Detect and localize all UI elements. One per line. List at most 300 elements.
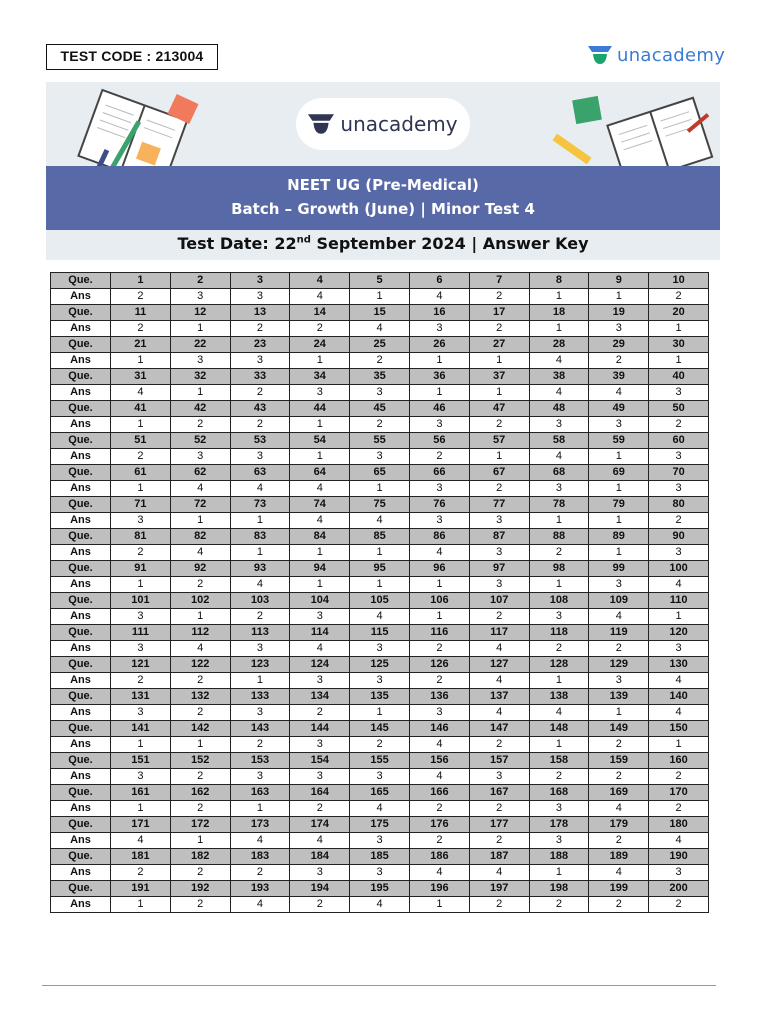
question-number-cell: 35 [350, 369, 410, 385]
answer-cell: 2 [649, 513, 709, 529]
question-number-cell: 42 [170, 401, 230, 417]
answer-row-label: Ans [51, 801, 111, 817]
answer-cell: 3 [230, 641, 290, 657]
question-number-cell: 137 [469, 689, 529, 705]
question-number-cell: 80 [649, 497, 709, 513]
answer-cell: 2 [170, 801, 230, 817]
question-number-cell: 65 [350, 465, 410, 481]
question-number-cell: 122 [170, 657, 230, 673]
answer-cell: 2 [469, 289, 529, 305]
question-number-cell: 180 [649, 817, 709, 833]
question-number-cell: 128 [529, 657, 589, 673]
question-number-cell: 200 [649, 881, 709, 897]
question-number-cell: 126 [409, 657, 469, 673]
answer-row-label: Ans [51, 897, 111, 913]
answer-cell: 4 [649, 673, 709, 689]
answer-cell: 1 [409, 353, 469, 369]
question-number-cell: 82 [170, 529, 230, 545]
question-row-label: Que. [51, 561, 111, 577]
answer-cell: 1 [111, 577, 171, 593]
question-number-cell: 5 [350, 273, 410, 289]
answer-cell: 4 [290, 481, 350, 497]
answer-cell: 1 [350, 289, 410, 305]
question-row [51, 465, 709, 481]
question-number-cell: 67 [469, 465, 529, 481]
answer-cell: 2 [111, 545, 171, 561]
answer-cell: 1 [290, 353, 350, 369]
question-number-cell: 142 [170, 721, 230, 737]
answer-cell: 2 [111, 673, 171, 689]
answer-cell: 4 [230, 577, 290, 593]
question-number-cell: 167 [469, 785, 529, 801]
answer-cell: 2 [409, 833, 469, 849]
brand-name: unacademy [617, 44, 726, 66]
question-number-cell: 62 [170, 465, 230, 481]
answer-cell: 2 [290, 897, 350, 913]
question-number-cell: 146 [409, 721, 469, 737]
question-row [51, 305, 709, 321]
answer-cell: 2 [409, 449, 469, 465]
question-number-cell: 107 [469, 593, 529, 609]
question-number-cell: 43 [230, 401, 290, 417]
question-number-cell: 164 [290, 785, 350, 801]
question-number-cell: 56 [409, 433, 469, 449]
answer-cell: 2 [290, 801, 350, 817]
answer-cell: 4 [529, 353, 589, 369]
answer-cell: 3 [409, 513, 469, 529]
answer-cell: 4 [350, 897, 410, 913]
question-number-cell: 163 [230, 785, 290, 801]
answer-cell: 3 [649, 545, 709, 561]
question-number-cell: 176 [409, 817, 469, 833]
answer-cell: 3 [529, 609, 589, 625]
answer-row [51, 385, 709, 401]
question-row-label: Que. [51, 817, 111, 833]
answer-cell: 3 [230, 353, 290, 369]
answer-cell: 1 [350, 545, 410, 561]
answer-cell: 2 [469, 321, 529, 337]
question-number-cell: 120 [649, 625, 709, 641]
question-number-cell: 117 [469, 625, 529, 641]
answer-cell: 3 [290, 673, 350, 689]
question-number-cell: 131 [111, 689, 171, 705]
answer-cell: 4 [589, 801, 649, 817]
answer-cell: 1 [529, 289, 589, 305]
answer-row-label: Ans [51, 673, 111, 689]
question-number-cell: 97 [469, 561, 529, 577]
answer-cell: 2 [649, 801, 709, 817]
answer-cell: 2 [469, 801, 529, 817]
answer-cell: 2 [589, 737, 649, 753]
answer-row-label: Ans [51, 769, 111, 785]
answer-cell: 2 [290, 705, 350, 721]
question-row [51, 625, 709, 641]
question-row [51, 689, 709, 705]
answer-row [51, 705, 709, 721]
question-number-cell: 100 [649, 561, 709, 577]
question-number-cell: 46 [409, 401, 469, 417]
answer-cell: 2 [350, 737, 410, 753]
answer-cell: 1 [469, 353, 529, 369]
question-number-cell: 135 [350, 689, 410, 705]
answer-cell: 3 [350, 449, 410, 465]
question-number-cell: 182 [170, 849, 230, 865]
question-number-cell: 31 [111, 369, 171, 385]
question-number-cell: 36 [409, 369, 469, 385]
question-number-cell: 111 [111, 625, 171, 641]
answer-cell: 2 [350, 417, 410, 433]
answer-row [51, 481, 709, 497]
question-number-cell: 194 [290, 881, 350, 897]
answer-cell: 4 [350, 321, 410, 337]
answer-row [51, 545, 709, 561]
question-number-cell: 58 [529, 433, 589, 449]
question-number-cell: 162 [170, 785, 230, 801]
question-number-cell: 136 [409, 689, 469, 705]
question-number-cell: 104 [290, 593, 350, 609]
answer-cell: 1 [170, 833, 230, 849]
answer-row-label: Ans [51, 417, 111, 433]
question-row [51, 433, 709, 449]
answer-row-label: Ans [51, 833, 111, 849]
answer-cell: 3 [111, 769, 171, 785]
answer-cell: 2 [230, 609, 290, 625]
question-row [51, 369, 709, 385]
question-number-cell: 8 [529, 273, 589, 289]
answer-key-table [50, 272, 709, 913]
question-row [51, 721, 709, 737]
answer-cell: 3 [350, 641, 410, 657]
answer-cell: 2 [111, 321, 171, 337]
question-number-cell: 27 [469, 337, 529, 353]
answer-row-label: Ans [51, 385, 111, 401]
question-number-cell: 15 [350, 305, 410, 321]
question-number-cell: 38 [529, 369, 589, 385]
question-row-label: Que. [51, 721, 111, 737]
question-number-cell: 189 [589, 849, 649, 865]
question-number-cell: 102 [170, 593, 230, 609]
question-number-cell: 155 [350, 753, 410, 769]
question-number-cell: 54 [290, 433, 350, 449]
question-number-cell: 181 [111, 849, 171, 865]
answer-cell: 1 [409, 385, 469, 401]
answer-cell: 1 [649, 609, 709, 625]
batch-title: Batch – Growth (June) | Minor Test 4 [231, 200, 535, 218]
question-number-cell: 40 [649, 369, 709, 385]
answer-cell: 2 [589, 897, 649, 913]
question-row-label: Que. [51, 625, 111, 641]
answer-cell: 2 [409, 641, 469, 657]
question-row [51, 817, 709, 833]
question-row-label: Que. [51, 369, 111, 385]
answer-row-label: Ans [51, 353, 111, 369]
question-number-cell: 28 [529, 337, 589, 353]
answer-cell: 3 [409, 481, 469, 497]
answer-row-label: Ans [51, 609, 111, 625]
answer-row [51, 609, 709, 625]
answer-cell: 2 [649, 897, 709, 913]
answer-cell: 2 [469, 897, 529, 913]
answer-cell: 4 [350, 609, 410, 625]
question-row-label: Que. [51, 529, 111, 545]
answer-cell: 2 [649, 417, 709, 433]
answer-cell: 3 [230, 449, 290, 465]
answer-cell: 4 [469, 865, 529, 881]
question-row-label: Que. [51, 753, 111, 769]
question-number-cell: 7 [469, 273, 529, 289]
answer-row [51, 865, 709, 881]
question-number-cell: 187 [469, 849, 529, 865]
answer-row [51, 769, 709, 785]
answer-cell: 2 [350, 353, 410, 369]
answer-cell: 1 [469, 385, 529, 401]
question-number-cell: 124 [290, 657, 350, 673]
question-number-cell: 191 [111, 881, 171, 897]
answer-cell: 1 [589, 481, 649, 497]
question-number-cell: 52 [170, 433, 230, 449]
answer-row-label: Ans [51, 481, 111, 497]
question-number-cell: 195 [350, 881, 410, 897]
answer-cell: 2 [589, 833, 649, 849]
answer-cell: 3 [409, 321, 469, 337]
answer-cell: 4 [529, 449, 589, 465]
question-number-cell: 192 [170, 881, 230, 897]
question-row [51, 561, 709, 577]
question-number-cell: 148 [529, 721, 589, 737]
answer-row-label: Ans [51, 641, 111, 657]
answer-cell: 4 [230, 833, 290, 849]
answer-cell: 4 [469, 641, 529, 657]
question-number-cell: 193 [230, 881, 290, 897]
question-number-cell: 150 [649, 721, 709, 737]
question-number-cell: 112 [170, 625, 230, 641]
answer-cell: 1 [230, 513, 290, 529]
question-number-cell: 154 [290, 753, 350, 769]
question-number-cell: 57 [469, 433, 529, 449]
brand-logo-top [588, 44, 725, 66]
answer-row [51, 737, 709, 753]
question-number-cell: 161 [111, 785, 171, 801]
answer-cell: 2 [230, 865, 290, 881]
question-row [51, 337, 709, 353]
question-number-cell: 93 [230, 561, 290, 577]
answer-cell: 3 [230, 769, 290, 785]
question-number-cell: 177 [469, 817, 529, 833]
exam-name: NEET UG (Pre-Medical) [287, 176, 479, 194]
question-number-cell: 178 [529, 817, 589, 833]
question-number-cell: 22 [170, 337, 230, 353]
question-number-cell: 78 [529, 497, 589, 513]
answer-cell: 4 [649, 577, 709, 593]
answer-cell: 3 [350, 385, 410, 401]
answer-cell: 1 [409, 609, 469, 625]
answer-cell: 3 [111, 705, 171, 721]
answer-cell: 3 [589, 577, 649, 593]
question-number-cell: 3 [230, 273, 290, 289]
question-number-cell: 2 [170, 273, 230, 289]
question-number-cell: 60 [649, 433, 709, 449]
question-number-cell: 179 [589, 817, 649, 833]
question-number-cell: 110 [649, 593, 709, 609]
header-banner [46, 82, 720, 260]
question-number-cell: 85 [350, 529, 410, 545]
answer-cell: 4 [170, 641, 230, 657]
question-row [51, 657, 709, 673]
question-number-cell: 141 [111, 721, 171, 737]
answer-cell: 4 [290, 641, 350, 657]
answer-cell: 2 [469, 737, 529, 753]
unacademy-logo-icon [588, 46, 612, 64]
question-number-cell: 125 [350, 657, 410, 673]
answer-cell: 1 [290, 545, 350, 561]
answer-cell: 1 [529, 577, 589, 593]
question-number-cell: 173 [230, 817, 290, 833]
answer-cell: 3 [469, 513, 529, 529]
question-number-cell: 105 [350, 593, 410, 609]
question-number-cell: 190 [649, 849, 709, 865]
question-number-cell: 174 [290, 817, 350, 833]
question-number-cell: 49 [589, 401, 649, 417]
answer-cell: 1 [170, 737, 230, 753]
answer-row [51, 897, 709, 913]
question-number-cell: 114 [290, 625, 350, 641]
answer-cell: 1 [290, 449, 350, 465]
question-number-cell: 98 [529, 561, 589, 577]
question-row-label: Que. [51, 849, 111, 865]
question-number-cell: 106 [409, 593, 469, 609]
question-number-cell: 33 [230, 369, 290, 385]
answer-cell: 2 [529, 545, 589, 561]
question-number-cell: 147 [469, 721, 529, 737]
answer-cell: 3 [350, 673, 410, 689]
question-number-cell: 95 [350, 561, 410, 577]
answer-cell: 4 [469, 705, 529, 721]
question-number-cell: 132 [170, 689, 230, 705]
answer-row [51, 577, 709, 593]
question-number-cell: 30 [649, 337, 709, 353]
answer-cell: 4 [290, 833, 350, 849]
question-number-cell: 144 [290, 721, 350, 737]
question-row [51, 401, 709, 417]
question-number-cell: 151 [111, 753, 171, 769]
answer-cell: 1 [529, 865, 589, 881]
question-number-cell: 185 [350, 849, 410, 865]
answer-cell: 3 [230, 289, 290, 305]
answer-cell: 1 [529, 737, 589, 753]
answer-cell: 3 [170, 449, 230, 465]
answer-cell: 1 [409, 897, 469, 913]
answer-cell: 1 [589, 289, 649, 305]
answer-cell: 1 [589, 705, 649, 721]
question-number-cell: 168 [529, 785, 589, 801]
answer-cell: 2 [230, 417, 290, 433]
question-number-cell: 92 [170, 561, 230, 577]
question-number-cell: 143 [230, 721, 290, 737]
question-number-cell: 129 [589, 657, 649, 673]
answer-cell: 1 [111, 353, 171, 369]
answer-cell: 2 [409, 673, 469, 689]
answer-cell: 1 [350, 705, 410, 721]
question-number-cell: 20 [649, 305, 709, 321]
answer-cell: 1 [529, 673, 589, 689]
answer-cell: 3 [170, 289, 230, 305]
question-number-cell: 171 [111, 817, 171, 833]
question-number-cell: 130 [649, 657, 709, 673]
question-number-cell: 140 [649, 689, 709, 705]
answer-row [51, 801, 709, 817]
question-number-cell: 77 [469, 497, 529, 513]
answer-cell: 1 [170, 385, 230, 401]
answer-cell: 1 [350, 481, 410, 497]
answer-cell: 1 [649, 737, 709, 753]
question-number-cell: 10 [649, 273, 709, 289]
answer-cell: 2 [170, 865, 230, 881]
date-suffix: September 2024 | Answer Key [310, 234, 589, 253]
answer-cell: 1 [230, 801, 290, 817]
question-number-cell: 90 [649, 529, 709, 545]
answer-cell: 3 [469, 577, 529, 593]
question-row [51, 593, 709, 609]
question-number-cell: 25 [350, 337, 410, 353]
answer-cell: 4 [170, 481, 230, 497]
question-number-cell: 123 [230, 657, 290, 673]
answer-row-label: Ans [51, 513, 111, 529]
question-number-cell: 71 [111, 497, 171, 513]
answer-row-label: Ans [51, 321, 111, 337]
answer-cell: 1 [589, 513, 649, 529]
question-row-label: Que. [51, 273, 111, 289]
answer-cell: 2 [649, 769, 709, 785]
answer-cell: 3 [409, 417, 469, 433]
question-row [51, 529, 709, 545]
answer-cell: 3 [290, 737, 350, 753]
answer-cell: 3 [649, 385, 709, 401]
question-number-cell: 59 [589, 433, 649, 449]
question-number-cell: 47 [469, 401, 529, 417]
question-row-label: Que. [51, 785, 111, 801]
answer-row-label: Ans [51, 865, 111, 881]
question-number-cell: 94 [290, 561, 350, 577]
answer-cell: 4 [589, 385, 649, 401]
question-number-cell: 109 [589, 593, 649, 609]
answer-cell: 1 [111, 737, 171, 753]
question-number-cell: 88 [529, 529, 589, 545]
question-number-cell: 170 [649, 785, 709, 801]
answer-cell: 2 [230, 321, 290, 337]
question-row [51, 849, 709, 865]
question-number-cell: 115 [350, 625, 410, 641]
question-number-cell: 81 [111, 529, 171, 545]
answer-cell: 3 [649, 641, 709, 657]
answer-cell: 1 [529, 513, 589, 529]
answer-cell: 4 [589, 865, 649, 881]
answer-cell: 2 [170, 897, 230, 913]
answer-cell: 1 [111, 897, 171, 913]
answer-cell: 3 [589, 417, 649, 433]
question-number-cell: 119 [589, 625, 649, 641]
answer-cell: 1 [290, 417, 350, 433]
question-number-cell: 45 [350, 401, 410, 417]
date-ordinal: nd [296, 234, 311, 246]
question-number-cell: 70 [649, 465, 709, 481]
question-row [51, 785, 709, 801]
answer-cell: 2 [469, 609, 529, 625]
question-number-cell: 172 [170, 817, 230, 833]
question-number-cell: 159 [589, 753, 649, 769]
question-number-cell: 153 [230, 753, 290, 769]
date-prefix: Test Date: 22 [177, 234, 297, 253]
question-row-label: Que. [51, 337, 111, 353]
